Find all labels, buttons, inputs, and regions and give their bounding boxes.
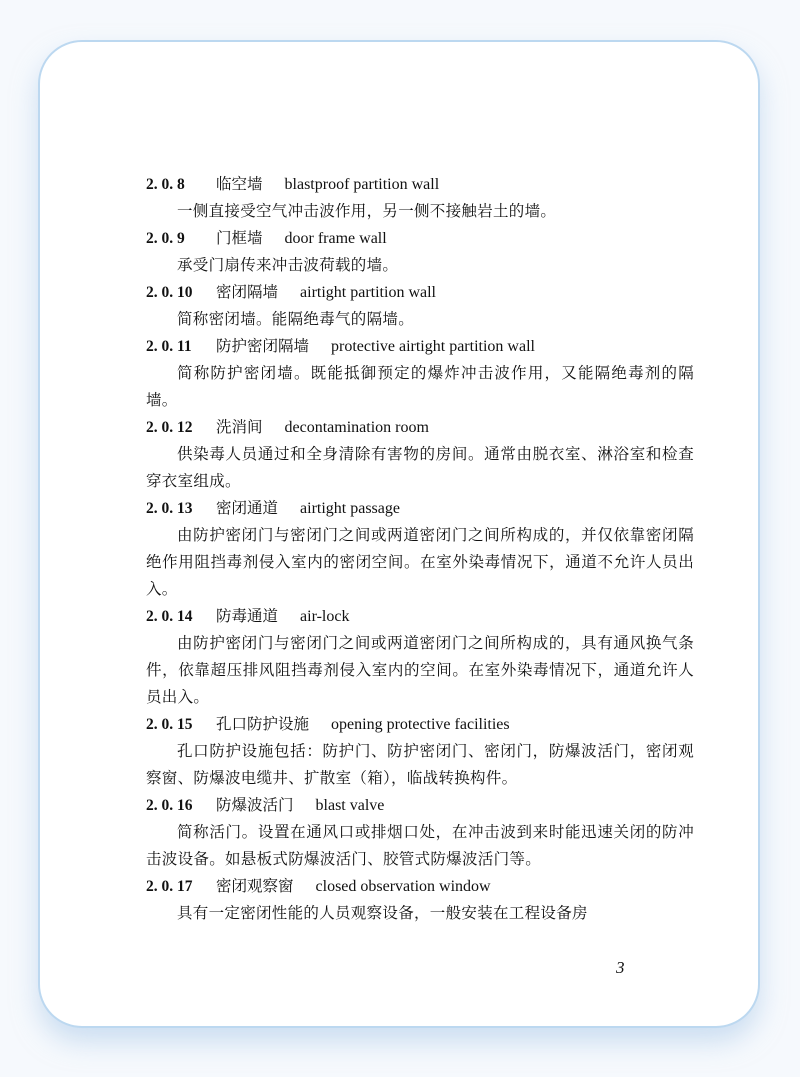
entry-number: 2. 0. 17 bbox=[146, 878, 193, 895]
glossary-entry bbox=[146, 603, 694, 711]
glossary-entry bbox=[146, 279, 694, 333]
term-chinese: 密闭隔墙 bbox=[216, 283, 279, 301]
term-definition: 一侧直接受空气冲击波作用，另一侧不接触岩土的墙。 bbox=[177, 202, 557, 220]
glossary-entry bbox=[146, 495, 694, 603]
term-english: protective airtight partition wall bbox=[331, 338, 535, 355]
entry-heading bbox=[146, 279, 694, 306]
term-chinese: 密闭通道 bbox=[216, 499, 279, 517]
glossary-entry bbox=[146, 414, 694, 495]
entry-number: 2. 0. 16 bbox=[146, 797, 193, 814]
term-definition: 由防护密闭门与密闭门之间或两道密闭门之间所构成的，具有通风换气条件，依靠超压排风阻挡毒剂侵入室内的空间。在室外染毒情况下，通道允许人员出入。 bbox=[146, 634, 694, 706]
term-english: airtight passage bbox=[300, 500, 400, 517]
glossary-entry bbox=[146, 333, 694, 414]
term-definition: 由防护密闭门与密闭门之间或两道密闭门之间所构成的，并仅依靠密闭隔绝作用阻挡毒剂侵入室内的密闭空间。在室外染毒情况下，通道不允许人员出入。 bbox=[146, 526, 694, 598]
entry-heading bbox=[146, 495, 694, 522]
term-chinese: 密闭观察窗 bbox=[216, 877, 294, 895]
term-chinese: 洗消间 bbox=[216, 418, 263, 436]
glossary-entry bbox=[146, 792, 694, 873]
term-definition: 承受门扇传来冲击波荷载的墙。 bbox=[177, 256, 399, 274]
entry-number: 2. 0. 15 bbox=[146, 716, 193, 733]
term-english: blastproof partition wall bbox=[284, 176, 440, 193]
glossary-entry bbox=[146, 711, 694, 792]
entry-heading bbox=[146, 792, 694, 819]
glossary-content bbox=[146, 171, 694, 927]
term-english: blast valve bbox=[315, 797, 385, 814]
term-chinese: 孔口防护设施 bbox=[216, 715, 310, 733]
term-definition: 简称活门。设置在通风口或排烟口处，在冲击波到来时能迅速关闭的防冲击波设备。如悬板式防爆波活门、胶管式防爆波活门等。 bbox=[146, 823, 694, 868]
entry-heading bbox=[146, 225, 694, 252]
term-chinese: 门框墙 bbox=[216, 229, 263, 247]
term-definition: 具有一定密闭性能的人员观察设备，一般安装在工程设备房 bbox=[177, 904, 588, 922]
term-english: airtight partition wall bbox=[300, 284, 436, 301]
term-definition: 供染毒人员通过和全身清除有害物的房间。通常由脱衣室、淋浴室和检查穿衣室组成。 bbox=[146, 445, 694, 490]
term-chinese: 防毒通道 bbox=[216, 607, 279, 625]
page-number: 3 bbox=[616, 958, 625, 977]
entry-heading bbox=[146, 873, 694, 900]
entry-number: 2. 0. 14 bbox=[146, 608, 193, 625]
entry-heading bbox=[146, 171, 694, 198]
glossary-entry bbox=[146, 171, 694, 225]
term-definition: 简称密闭墙。能隔绝毒气的隔墙。 bbox=[177, 310, 415, 328]
glossary-entry bbox=[146, 873, 694, 927]
entry-heading bbox=[146, 414, 694, 441]
entry-number: 2. 0. 10 bbox=[146, 284, 193, 301]
term-english: opening protective facilities bbox=[331, 716, 510, 733]
term-chinese: 防护密闭隔墙 bbox=[216, 337, 310, 355]
entry-number: 2. 0. 13 bbox=[146, 500, 193, 517]
term-english: decontamination room bbox=[284, 419, 429, 436]
entry-number: 2. 0. 8 bbox=[146, 176, 185, 193]
term-definition: 孔口防护设施包括：防护门、防护密闭门、密闭门，防爆波活门，密闭观察窗、防爆波电缆井、扩散室（箱），临战转换构件。 bbox=[146, 742, 694, 787]
entry-heading bbox=[146, 333, 694, 360]
entry-heading bbox=[146, 711, 694, 738]
term-english: closed observation window bbox=[315, 878, 491, 895]
term-definition: 简称防护密闭墙。既能抵御预定的爆炸冲击波作用，又能隔绝毒剂的隔墙。 bbox=[146, 364, 694, 409]
term-english: door frame wall bbox=[284, 230, 387, 247]
glossary-entry bbox=[146, 225, 694, 279]
term-chinese: 防爆波活门 bbox=[216, 796, 294, 814]
entry-number: 2. 0. 11 bbox=[146, 338, 192, 355]
term-english: air-lock bbox=[300, 608, 350, 625]
term-chinese: 临空墙 bbox=[216, 175, 263, 193]
entry-number: 2. 0. 12 bbox=[146, 419, 193, 436]
entry-heading bbox=[146, 603, 694, 630]
document-page bbox=[38, 40, 760, 1028]
entry-number: 2. 0. 9 bbox=[146, 230, 185, 247]
